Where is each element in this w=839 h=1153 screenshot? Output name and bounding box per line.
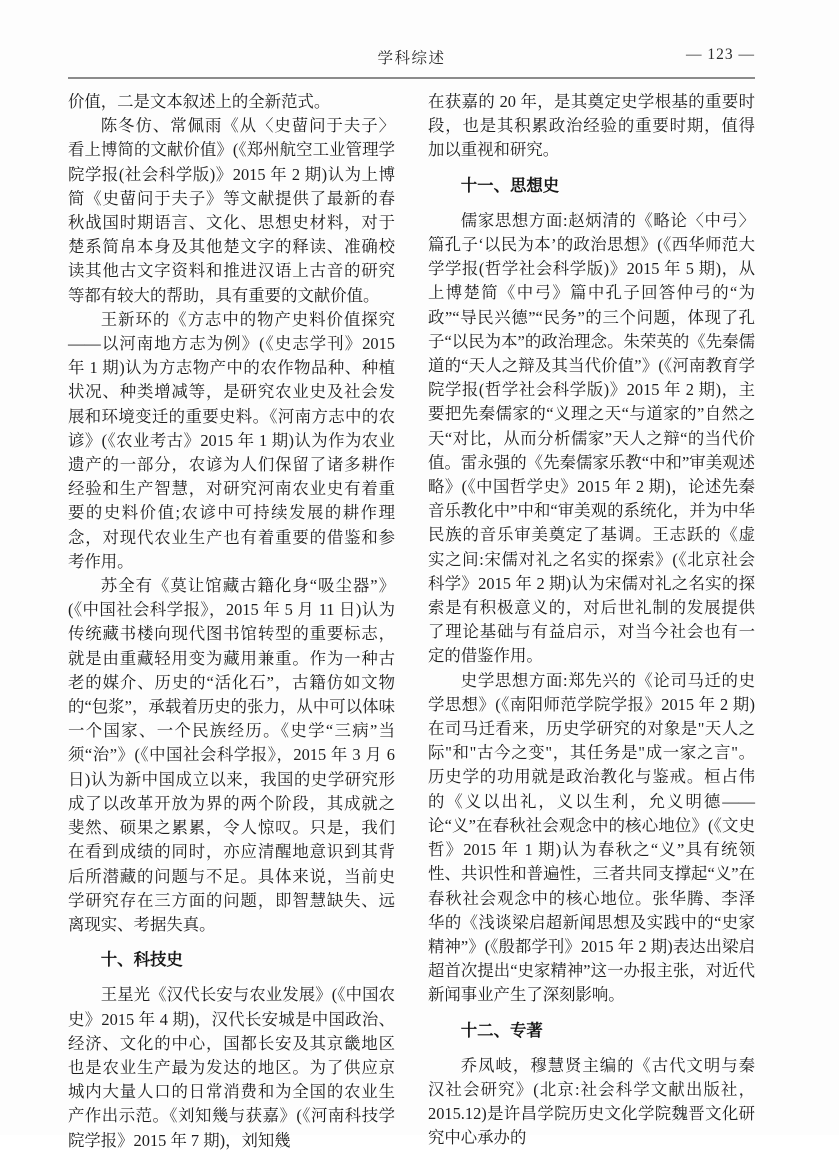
header-rule: [68, 77, 755, 79]
article-body: [68, 90, 755, 1153]
paragraph: 史学思想方面:郑先兴的《论司马迁的史学思想》(《南阳师范学院学报》2015 年 2 期)在司马迁看来，历史学研究的对象是"天人之际"和"古今之变"，其任务是"成一家之言"。历史学的功用就是政治教化与鉴戒。桓占伟的《义以出礼，义以生利，允义明德——论“义”在春秋社会观念中的核心地位》(《文史哲》2015 年 1 期)认为春秋之“义”具有统领性、共识性和普遍性，三者共同支撑起“义”在春秋社会观念中的核心地位。张华腾、李泽华的《浅谈梁启超新闻思想及实践中的“史家精神”》(《殷都学刊》2015 年 2 期)表达出梁启超首次提出“史家精神”这一办报主张，对近代新闻事业产生了深刻影响。: [428, 670, 755, 1005]
page-header: [68, 46, 755, 70]
paragraph: 苏全有《莫让馆藏古籍化身“吸尘器”》(《中国社会科学报》，2015 年 5 月 11 日)认为传统藏书楼向现代图书馆转型的重要标志，就是由重藏轻用变为藏用兼重。作为一种古老的媒介、历史的“活化石”，古籍仿如文物的“包浆”，承载着历史的张力，从中可以体味一个国家、一个民族经历。《史学“三病”当须“治”》(《中国社会科学报》，2015 年 3 月 6 日)认为新中国成立以来，我国的史学研究形成了以改革开放为界的两个阶段，其成就之斐然、硕果之累累，令人惊叹。只是，我们在看到成绩的同时，亦应清醒地意识到其背后所潜藏的问题与不足。具体来说，当前史学研究存在三方面的问题，即智慧缺失、远离现实、考据失真。: [68, 576, 395, 934]
paragraph: 在获嘉的 20 年，是其奠定史学根基的重要时段，也是其积累政治经验的重要时期，值得加以重视和研究。: [428, 92, 755, 160]
paragraph: 王新环的《方志中的物产史料价值探究——以河南地方志为例》(《史志学刊》2015 年 1 期)认为方志物产中的农作物品种、种植状况、种类增减等，是研究农业史及社会发展和环境变迁的重要史料。《河南方志中的农谚》(《农业考古》2015 年 1 期)认为作为农业遗产的一部分，农谚为人们保留了诸多耕作经验和生产智慧，对研究河南农业史有着重要的史料价值;农谚中可持续发展的耕作理念，对现代农业生产也有着重要的借鉴和参考作用。: [68, 309, 395, 571]
left-column: [68, 90, 395, 1153]
section-title: 学科综述: [377, 50, 446, 67]
section-heading: 十二、专著: [460, 1021, 543, 1040]
paragraph: 价值，二是文本叙述上的全新范式。: [68, 92, 331, 111]
section-heading: 十一、思想史: [460, 176, 560, 195]
paragraph: 陈冬仿、常佩雨《从〈史蒥问于夫子〉看上博简的文献价值》(《郑州航空工业管理学院学报(社会科学版)》2015 年 2 期)认为上博简《史蒥问于夫子》等文献提供了最新的春秋战国时期语言、文化、思想史材料，对于楚系简帛本身及其他楚文字的释读、准确校读其他古文字资料和推进汉语上古音的研究等都有较大的帮助，具有重要的文献价值。: [68, 116, 395, 305]
right-column: [428, 90, 755, 1153]
paragraph: 儒家思想方面:赵炳清的《略论〈中弓〉篇孔子‘以民为本’的政治思想》(《西华师范大学学报(哲学社会科学版)》2015 年 5 期)，从上博楚简《中弓》篇中孔子回答仲弓的“为政”“导民兴德”“民务”的三个问题，体现了孔子“以民为本”的政治理念。朱荣英的《先秦儒道的“天人之辩及其当代价值”》(《河南教育学院学报(哲学社会科学版)》2015 年 2 期)，主要把先秦儒家的“义理之天“与道家的”自然之天“对比，从而分析儒家”天人之辩“的当代价值。雷永强的《先秦儒家乐教“中和”审美观述略》(《中国哲学史》2015 年 2 期)，论述先秦音乐教化中”中和“审美观的系统化，并为中华民族的音乐审美奠定了基调。王志跃的《虚实之间:宋儒对礼之名实的探索》(《北京社会科学》2015 年 2 期)认为宋儒对礼之名实的探索是有积极意义的，对后世礼制的发展提供了理论基础与有益启示，对当今社会也有一定的借鉴作用。: [428, 210, 755, 666]
section-heading: 十、科技史: [100, 951, 183, 970]
paragraph: 乔凤岐，穆慧贤主编的《古代文明与秦汉社会研究》(北京:社会科学文献出版社，2015.12)是许昌学院历史文化学院魏晋文化研究中心承办的: [428, 1055, 755, 1148]
paragraph: 王星光《汉代长安与农业发展》(《中国农史》2015 年 4 期)，汉代长安城是中国政治、经济、文化的中心，国都长安及其京畿地区也是农业生产最为发达的地区。为了供应京城内大量人口的日常消费和为全国的农业生产作出示范。《刘知幾与获嘉》(《河南科技学院学报》2015 年 7 期)，刘知幾: [68, 985, 395, 1150]
page-number: — 123 —: [686, 46, 755, 63]
